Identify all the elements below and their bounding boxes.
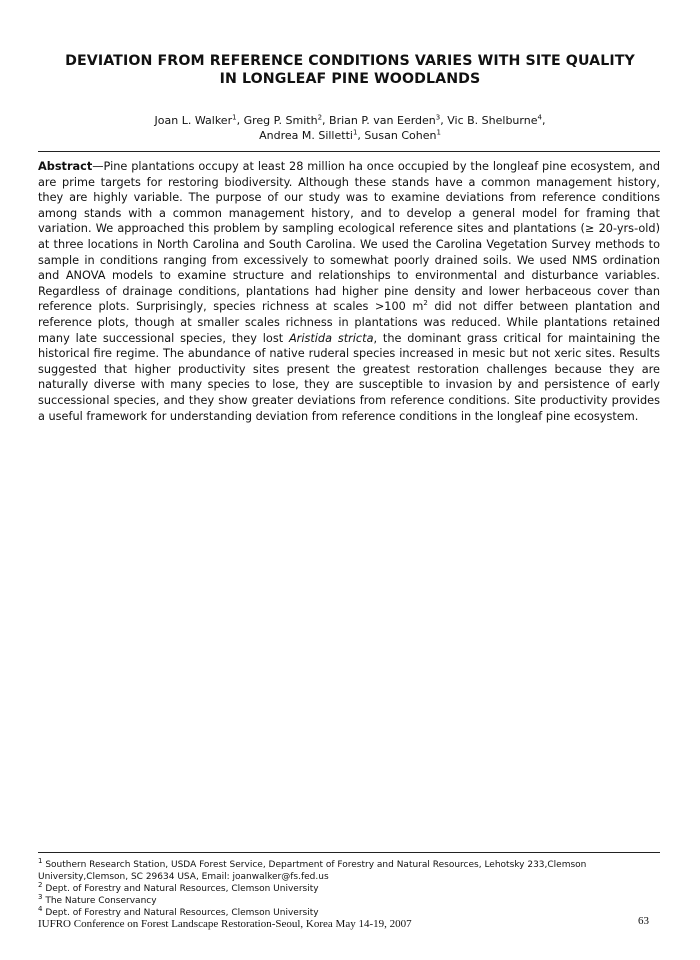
author: Susan Cohen$^1$ <box>364 128 441 142</box>
abstract: Abstract—Pine plantations occupy at least 28 million ha once occupied by the longleaf pine ecosystem, and are prime targets for restoring biodiversity. Although these stands have a common management history, they are highly variable. The purpose of our study was to examine deviations from reference conditions among stands with a common management history, and to develop a general model for framing that variation. We approached this problem by sampling ecological reference sites and plantations (≥ 20-yrs-old) at three locations in North Carolina and South Carolina. We used the Carolina Vegetation Survey methods to sample in conditions ranging from excessively to somewhat poorly drained soils. We used NMS ordination and ANOVA models to examine structure and relationships to environmental and disturbance variables. Regardless of drainage conditions, plantations had higher pine density and lower herbaceous cover than reference plots. Surprisingly, species richness at scales >100 $m^2$ did not differ between plantation and reference plots, though at smaller scales richness in plantations was reduced. While plantations retained many late successional species, they lost Aristida stricta, the dominant grass critical for maintaining the historical fire regime. The abundance of native ruderal species increased in mesic but not xeric sites. Results suggested that higher productivity sites present the greatest restoration challenges because they are naturally diverse with many species to lose, they are susceptible to invasion by and persistence of early successional species, and they show greater deviations from reference conditions. Site productivity provides a useful framework for understanding deviation from reference conditions in the longleaf pine ecosystem. <box>38 160 661 423</box>
author: Joan L. Walker$^1$, <box>154 113 244 127</box>
author: Andrea M. Silletti$^1$, <box>259 128 365 142</box>
footnote: $^2$ Dept. of Forestry and Natural Resources, Clemson University <box>38 881 319 894</box>
header-divider <box>38 151 660 152</box>
title-line-1: DEVIATION FROM REFERENCE CONDITIONS VARIES WITH SITE QUALITY <box>65 53 635 69</box>
footnote: $^3$ The Nature Conservancy <box>38 893 157 906</box>
footnotes <box>38 859 660 919</box>
author: Greg P. Smith$^2$, <box>243 113 330 127</box>
author: Vic B. Shelburne$^4$, <box>447 113 546 127</box>
title-line-2: IN LONGLEAF PINE WOODLANDS <box>219 71 481 87</box>
footnote: $^4$ Dept. of Forestry and Natural Resources, Clemson University <box>38 905 319 918</box>
footnote: $^1$ Southern Research Station, USDA Forest Service, Department of Forestry and Natural Resources, Lehotsky 233,Clemson University,Clemson, SC 29634 USA, Email: joanwalker@fs.fed.us <box>38 857 587 882</box>
author-list <box>40 113 660 143</box>
conference-footer: IUFRO Conference on Forest Landscape Restoration-Seoul, Korea May 14-19, 2007 <box>38 918 412 930</box>
page-number: 63 <box>638 915 649 927</box>
species-name: Aristida stricta <box>288 331 374 345</box>
author: Brian P. van Eerden$^3$, <box>329 113 448 127</box>
footnote-divider <box>38 852 660 853</box>
paper-title <box>40 52 660 88</box>
abstract-label: Abstract <box>38 160 93 173</box>
